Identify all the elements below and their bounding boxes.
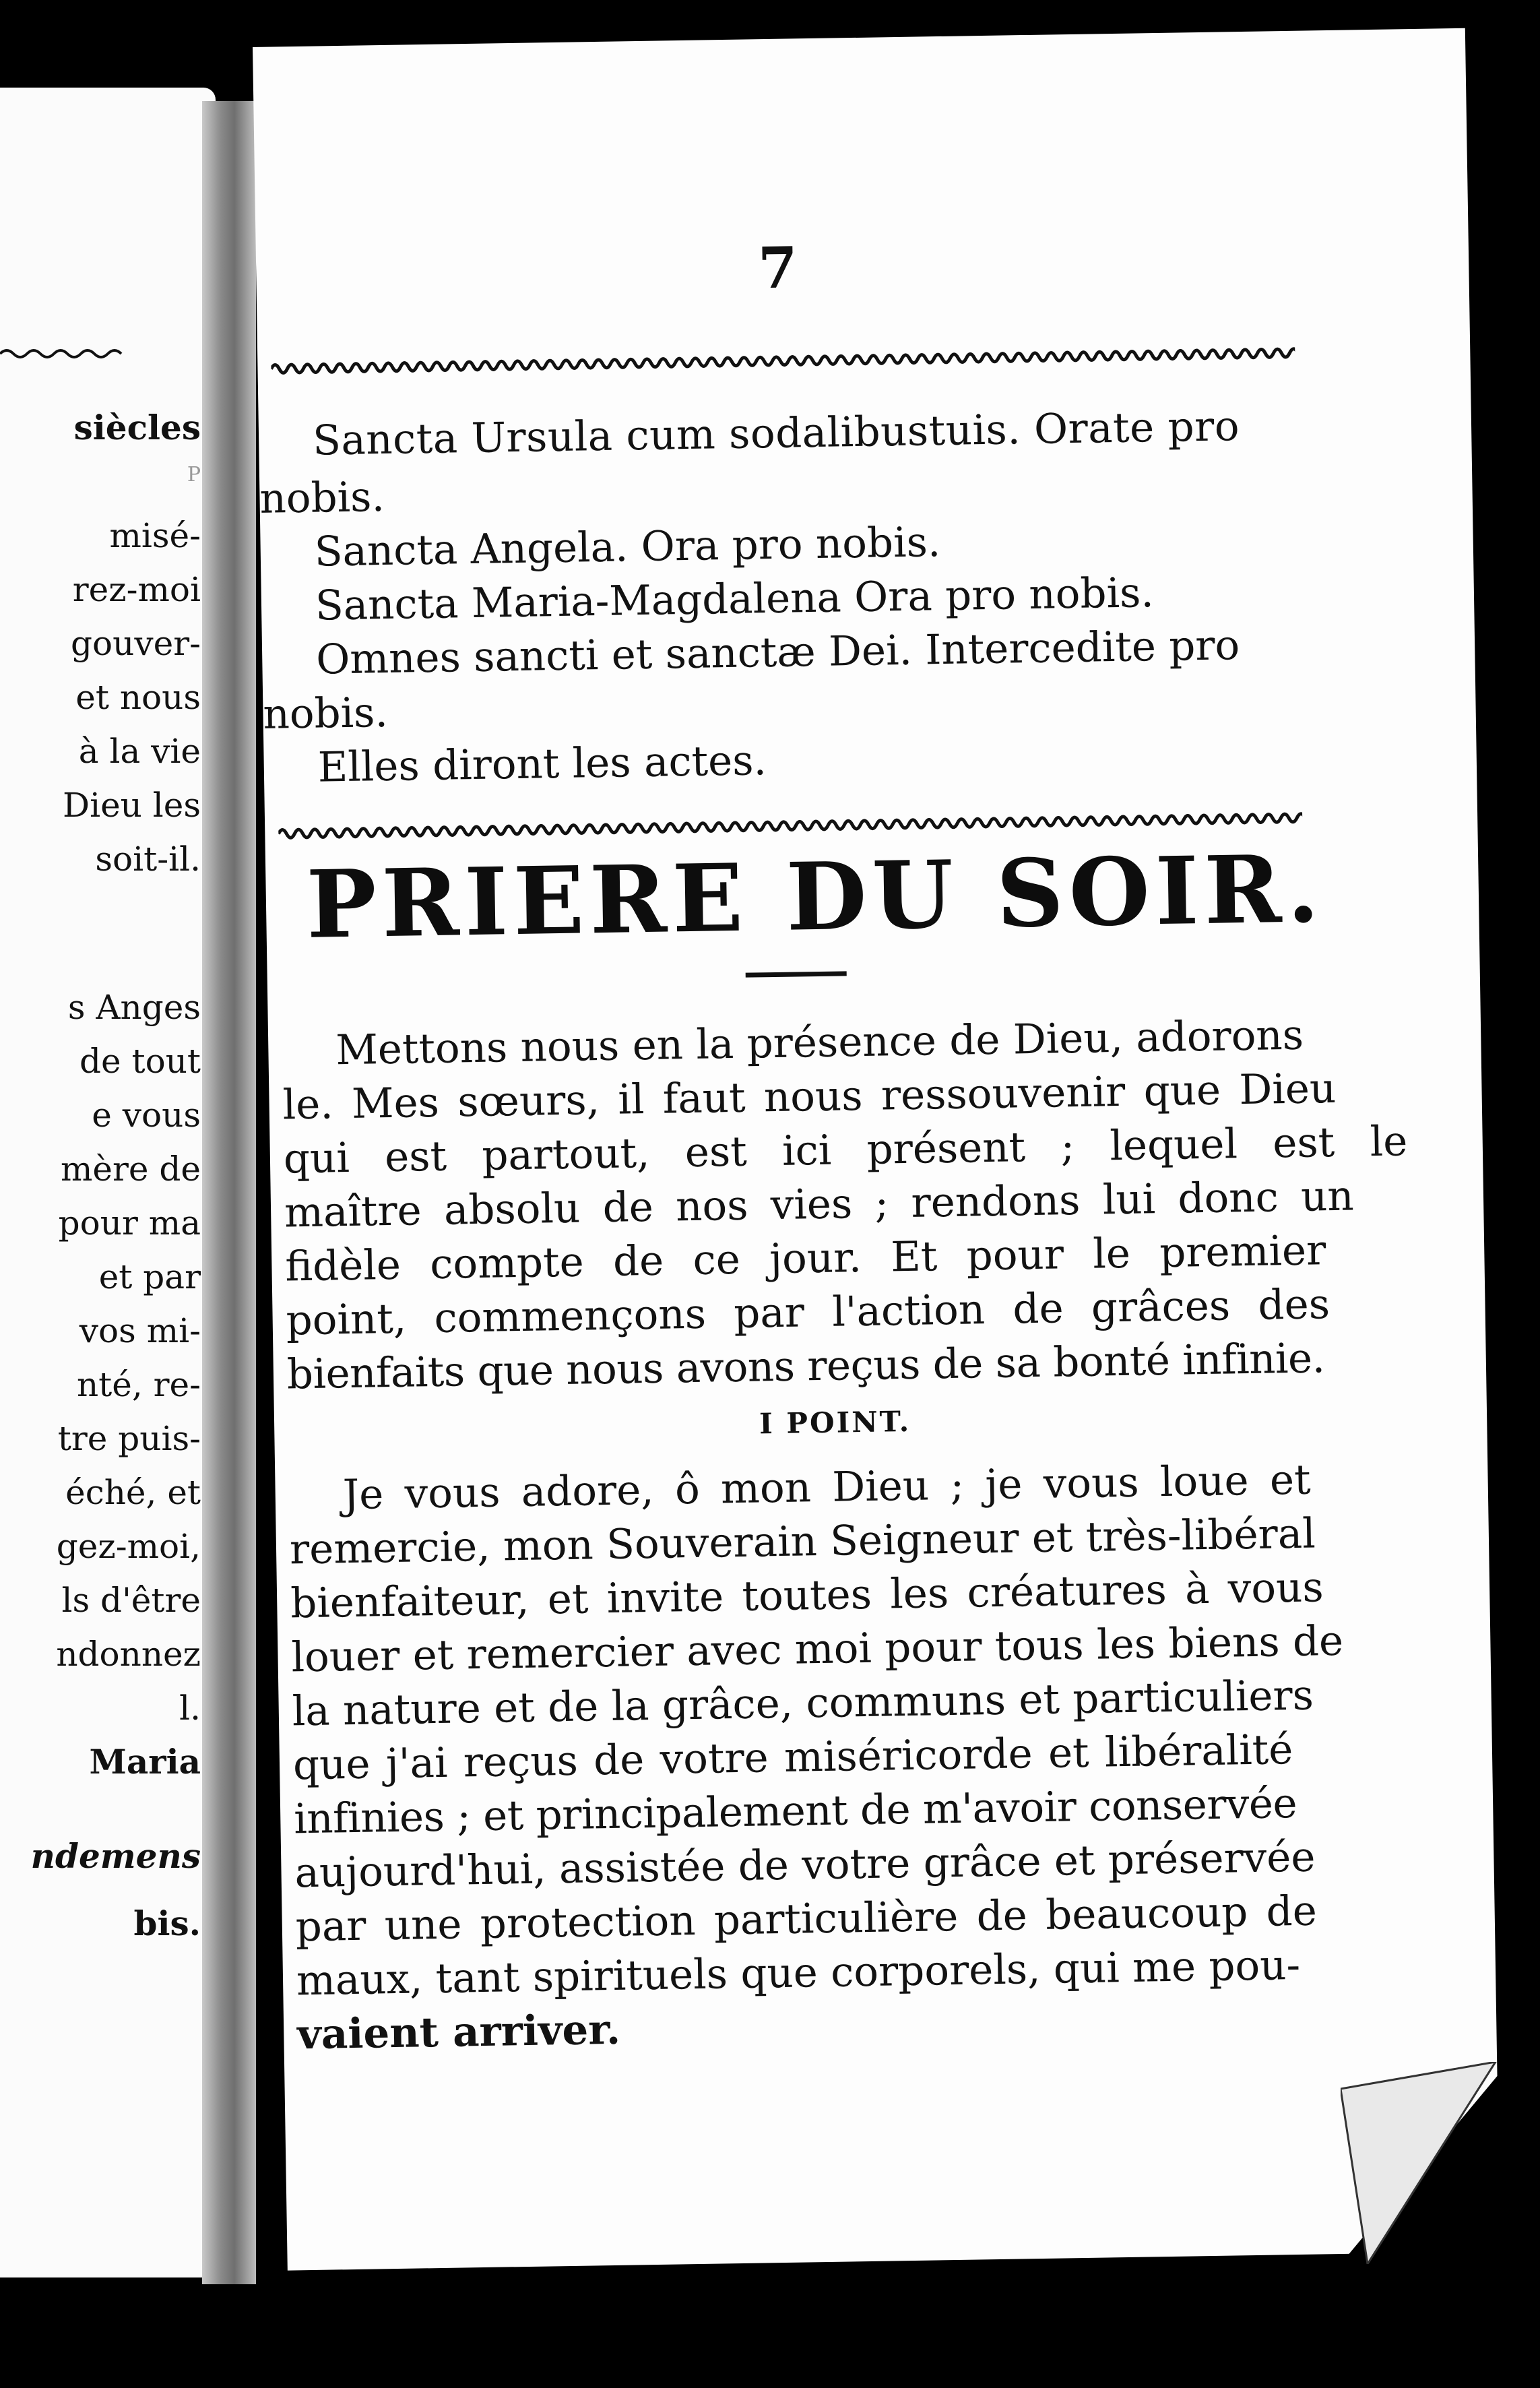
book-gutter (202, 101, 256, 2284)
page-title: PRIERE DU SOIR. (305, 834, 1326, 960)
prayer-line: louer et remercier avec moi pour tous les biens de (290, 1616, 1344, 1682)
left-page-text-fragment: tre puis- (57, 1419, 201, 1458)
intro-line: point, commençons par l'action de grâces des (286, 1280, 1330, 1345)
left-page-text-fragment: Maria (89, 1742, 201, 1782)
left-page-text-fragment: soit-il. (95, 840, 201, 879)
left-page-text-fragment: siècles (73, 408, 201, 447)
litany-line: Sancta Ursula cum sodalibustuis. Orate pro (312, 402, 1240, 465)
left-page-text-fragment: l. (179, 1689, 201, 1728)
left-page-text-fragment: pour ma (58, 1203, 201, 1243)
prayer-line: maux, tant spirituels que corporels, qui me pou- (296, 1941, 1301, 2005)
prayer-line: bienfaiteur, et invite toutes les créatures à vous (290, 1563, 1324, 1628)
left-page-text-fragment: s Anges (67, 988, 201, 1027)
page-number: 7 (757, 234, 798, 302)
top-ornamental-rule (271, 341, 1295, 381)
intro-line: qui est partout, est ici présent ; lequel est le (283, 1117, 1408, 1183)
litany-line: nobis. (263, 688, 389, 739)
prayer-line: Je vous adore, ô mon Dieu ; je vous loue et (342, 1455, 1312, 1519)
litany-line: nobis. (259, 473, 385, 523)
litany-block (253, 28, 1465, 792)
prayer-line: vaient arriver. (296, 2005, 621, 2059)
left-page-text-fragment: P (187, 463, 201, 486)
left-page-text-fragment: Dieu les (62, 786, 201, 825)
prayer-line: remercie, mon Souverain Seigneur et très-libéral (289, 1509, 1316, 1574)
prayer-line: par une protection particulière de beaucoup de (295, 1887, 1318, 1951)
left-page-text-fragment: éché, et (65, 1473, 201, 1512)
left-page-text-fragment: rez-moi (72, 570, 201, 609)
litany-line: Omnes sancti et sanctæ Dei. Intercedite pro (315, 621, 1240, 684)
prayer-line: aujourd'hui, assistée de votre grâce et préservée (294, 1833, 1316, 1897)
left-ornamental-rule (0, 344, 135, 364)
prayer-line: infinies ; et principalement de m'avoir conservée (293, 1779, 1297, 1844)
left-page-fragment (0, 88, 216, 2277)
left-page-text-fragment: gez-moi, (56, 1527, 201, 1566)
litany-line: Sancta Angela. Ora pro nobis. (314, 518, 941, 576)
left-page-text-fragment: ndemens (30, 1836, 201, 1876)
intro-line: le. Mes sœurs, il faut nous ressouvenir que Dieu (282, 1064, 1337, 1129)
title-underline (746, 971, 847, 977)
left-page-text-fragment: et nous (75, 678, 201, 717)
left-page-text-fragment: e vous (92, 1096, 201, 1135)
left-page-text-fragment: mère de (61, 1150, 201, 1189)
folded-corner (1341, 2062, 1509, 2264)
left-page-text-fragment: misé- (109, 516, 201, 555)
intro-line: bienfaits que nous avons reçus de sa bonté infinie. (286, 1334, 1326, 1399)
left-page-text-fragment: vos mi- (79, 1311, 201, 1350)
left-page-text-fragment: de tout (79, 1042, 201, 1081)
intro-line: maître absolu de nos vies ; rendons lui donc un (284, 1172, 1355, 1237)
left-page-text-fragment: nté, re- (76, 1365, 201, 1404)
prayer-line: la nature et de la grâce, communs et particuliers (292, 1671, 1314, 1736)
litany-line: Sancta Maria-Magdalena Ora pro nobis. (315, 569, 1155, 630)
intro-line: Mettons nous en la présence de Dieu, adorons (335, 1011, 1304, 1075)
prayer-line: que j'ai reçus de votre miséricorde et libéralité (292, 1726, 1293, 1790)
left-page-text-fragment: bis. (133, 1904, 201, 1943)
intro-line: fidèle compte de ce jour. Et pour le premier (284, 1226, 1326, 1291)
left-page-text-fragment: et par (98, 1257, 201, 1296)
left-page-text-fragment: gouver- (71, 624, 201, 663)
litany-line: Elles diront les actes. (317, 736, 767, 792)
left-page-text-fragment: ls d'être (61, 1581, 201, 1620)
page-7 (253, 28, 1500, 2271)
section-heading: I POINT. (759, 1404, 911, 1441)
left-page-text-fragment: à la vie (78, 732, 201, 771)
left-page-text-fragment: ndonnez (56, 1635, 201, 1674)
